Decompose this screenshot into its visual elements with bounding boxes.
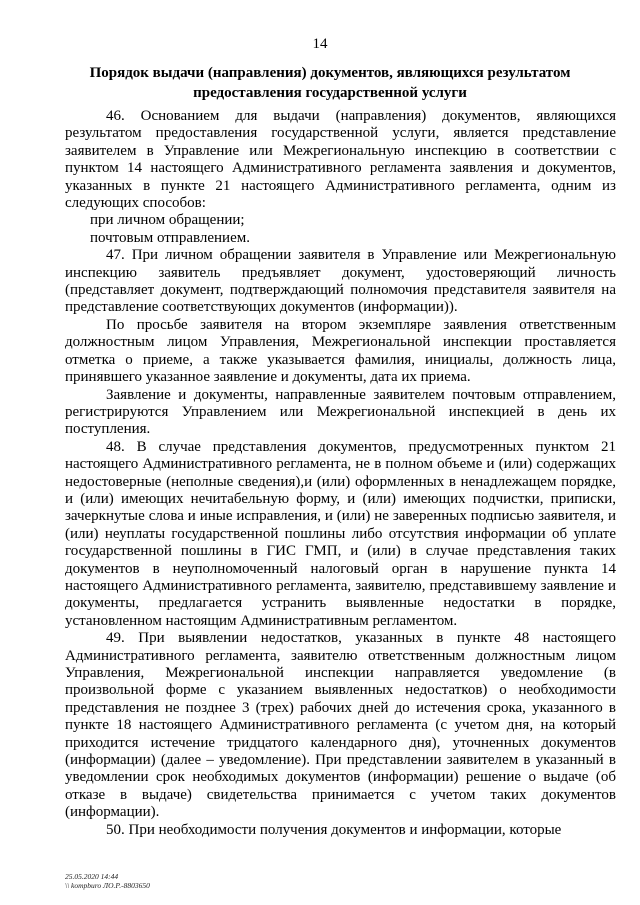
section-title-line-2: предоставления государственной услуги (193, 85, 467, 101)
paragraph-46: 46. Основанием для выдачи (направления) документов, являющихся результатом предоставления государственной услуги, является представление заявителем в Управление или Межрегиональную инспекцию в соответствии с пунктом 14 настоящего Административного регламента заявления и документов, указанных в пункте 21 настоящего Административного регламента, одним из следующих способов: (65, 108, 616, 212)
paragraph-47-receipt-note: По просьбе заявителя на втором экземпляре заявления ответственным должностным лицом Управления, Межрегиональной инспекции проставляется отметка о приеме, а также указывается фамилия, инициалы, должность лица, принявшего указанное заявление и документы, дата их приема. (65, 316, 616, 386)
list-item-personal-visit: при личном обращении; (90, 212, 245, 229)
paragraph-47: 47. При личном обращении заявителя в Управление или Межрегиональную инспекцию заявитель предъявляет документ, удостоверяющий личность (представляет документ, подтверждающий полномочия представителя заявителя на представление соответствующих документов (информации)). (65, 247, 616, 316)
list-item-postal-delivery: почтовым отправлением. (90, 229, 250, 246)
footer-document-reference: \\ kompburo ЛО.Р.-8803650 (65, 881, 150, 890)
paragraph-48: 48. В случае представления документов, предусмотренных пунктом 21 настоящего Административного регламента, не в полном объеме и (или) содержащих недостоверные (неполные сведения),и (или) оформленных в ненадлежащем порядке, и (или) имеющих нечитабельную форму, и (или) имеющих подчистки, приписки, зачеркнутые слова и иные исправления, и (или) не заверенных подписью заявителя, и (или) неуплаты государственной пошлины либо отсутствия информации об уплате государственной пошлины в ГИС ГМП, и (или) в случае представления таких документов в неуполномоченный налоговый орган в нарушение пункта 14 настоящего Административного регламента, заявителю, представившему заявление и документы, предлагается устранить выявленные недостатки в порядке, установленном настоящим Административным регламентом. (65, 438, 616, 629)
page-number: 14 (312, 36, 328, 52)
paragraph-50: 50. При необходимости получения документов и информации, которые (106, 821, 562, 838)
paragraph-49: 49. При выявлении недостатков, указанных в пункте 48 настоящего Административного регламента, заявителю ответственным должностным лицом Управления, Межрегиональной инспекции направляется уведомление (в произвольной форме с указанием выявленных недостатков) о необходимости представления не позднее 3 (трех) рабочих дней до истечения срока, указанного в пункте 18 настоящего Административного регламента (с учетом дня, на который приходится истечение тридцатого календарного дня), уточненных документов (информации) (далее – уведомление). При представлении заявителем в указанный в уведомлении срок необходимых документов (информации) решение о выдаче (об отказе в выдаче) свидетельства принимается с учетом таких документов (информации). (65, 630, 616, 821)
paragraph-47-postal-registration: Заявление и документы, направленные заявителем почтовым отправлением, регистрируются Управлением или Межрегиональной инспекцией в день их поступления. (65, 386, 616, 438)
page-footer (65, 872, 150, 890)
footer-timestamp: 25.05.2020 14:44 (65, 872, 119, 881)
document-body (65, 108, 616, 839)
section-title-line-1: Порядок выдачи (направления) документов, являющихся результатом (89, 65, 571, 81)
section-title (80, 63, 580, 103)
